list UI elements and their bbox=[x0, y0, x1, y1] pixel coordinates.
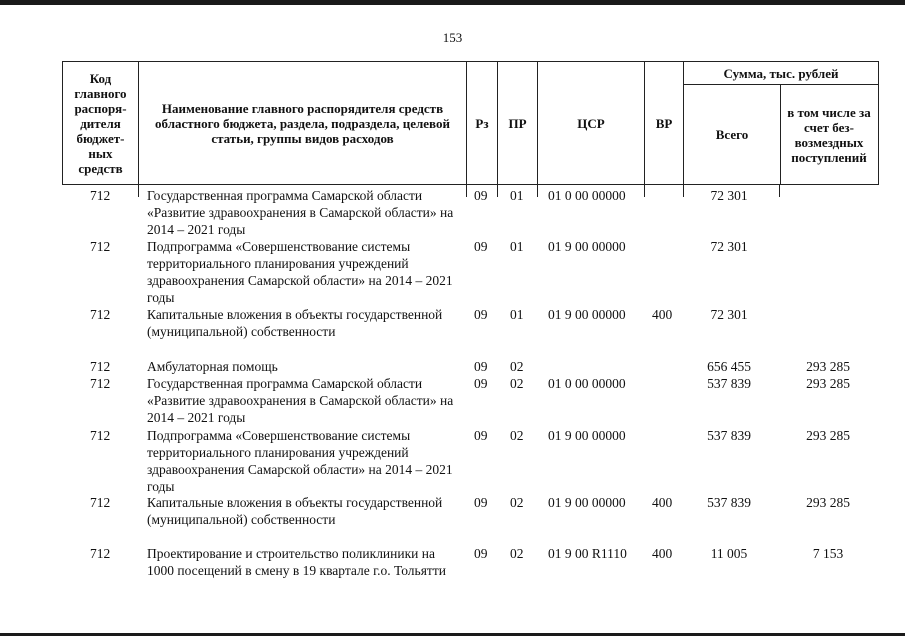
row-vr: 400 bbox=[652, 307, 673, 322]
row-code: 712 bbox=[90, 546, 111, 561]
row-code: 712 bbox=[90, 307, 111, 322]
body-divider-total bbox=[779, 185, 780, 197]
row-name: Подпрограмма «Совершенствование системы территориального планирования учреждений здравоохранения Самарской области» на 2014 – 2021 годы bbox=[147, 239, 453, 305]
header-sum: Сумма, тыс. рублей bbox=[684, 62, 878, 85]
header-pr: ПР bbox=[498, 62, 538, 184]
row-total: 537 839 bbox=[707, 376, 751, 391]
row-pr: 02 bbox=[510, 546, 524, 561]
body-divider-vr bbox=[683, 185, 684, 197]
header-vr: ВР bbox=[645, 62, 684, 184]
row-pr: 02 bbox=[510, 495, 524, 510]
row-vr: 400 bbox=[652, 546, 673, 561]
row-total: 537 839 bbox=[707, 428, 751, 443]
row-total: 656 455 bbox=[707, 359, 751, 374]
row-code: 712 bbox=[90, 359, 111, 374]
row-pr: 02 bbox=[510, 359, 524, 374]
row-csr: 01 9 00 00000 bbox=[548, 307, 626, 322]
row-csr: 01 9 00 00000 bbox=[548, 495, 626, 510]
row-csr: 01 0 00 00000 bbox=[548, 376, 626, 391]
header-name: Наименование главного распорядителя средств областного бюджета, раздела, подраздела, целевой статьи, группы видов расходов bbox=[139, 62, 467, 184]
header-free: в том числе за счет без-возмездных поступлений bbox=[787, 104, 871, 165]
bottom-border bbox=[0, 633, 905, 636]
header-total: Всего bbox=[684, 84, 781, 185]
row-name: Подпрограмма «Совершенствование системы территориального планирования учреждений здравоохранения Самарской области» на 2014 – 2021 годы bbox=[147, 428, 453, 494]
body-divider-code bbox=[138, 185, 139, 197]
row-pr: 02 bbox=[510, 428, 524, 443]
row-name: Капитальные вложения в объекты государственной (муниципальной) собственности bbox=[147, 307, 443, 339]
row-rz: 09 bbox=[474, 376, 488, 391]
row-total: 537 839 bbox=[707, 495, 751, 510]
row-pr: 02 bbox=[510, 376, 524, 391]
row-vr: 400 bbox=[652, 495, 673, 510]
body-divider-rz bbox=[497, 185, 498, 197]
row-free: 293 285 bbox=[806, 359, 850, 374]
header-code: Код главного распоря-дителя бюджет-ных средств bbox=[63, 62, 139, 184]
row-code: 712 bbox=[90, 428, 111, 443]
header-sum-group bbox=[684, 62, 878, 184]
row-rz: 09 bbox=[474, 546, 488, 561]
row-csr: 01 9 00 00000 bbox=[548, 239, 626, 254]
row-free: 293 285 bbox=[806, 376, 850, 391]
row-total: 72 301 bbox=[710, 239, 748, 254]
row-rz: 09 bbox=[474, 188, 488, 203]
row-name: Государственная программа Самарской области «Развитие здравоохранения в Самарской области» на 2014 – 2021 годы bbox=[147, 376, 454, 425]
row-free: 293 285 bbox=[806, 495, 850, 510]
row-total: 72 301 bbox=[710, 188, 748, 203]
table-header bbox=[62, 61, 879, 185]
body-divider-pr bbox=[537, 185, 538, 197]
row-rz: 09 bbox=[474, 495, 488, 510]
row-pr: 01 bbox=[510, 239, 524, 254]
row-rz: 09 bbox=[474, 239, 488, 254]
row-csr: 01 9 00 00000 bbox=[548, 428, 626, 443]
row-name: Проектирование и строительство поликлиники на 1000 посещений в смену в 19 квартале г.о. Тольятти bbox=[147, 546, 446, 578]
row-free: 293 285 bbox=[806, 428, 850, 443]
row-csr: 01 0 00 00000 bbox=[548, 188, 626, 203]
row-pr: 01 bbox=[510, 307, 524, 322]
row-rz: 09 bbox=[474, 428, 488, 443]
row-name: Государственная программа Самарской области «Развитие здравоохранения в Самарской области» на 2014 – 2021 годы bbox=[147, 188, 454, 237]
row-name: Амбулаторная помощь bbox=[147, 359, 278, 374]
row-total: 11 005 bbox=[710, 546, 748, 561]
row-code: 712 bbox=[90, 495, 111, 510]
row-csr: 01 9 00 R1110 bbox=[548, 546, 627, 561]
page-number: 153 bbox=[442, 30, 463, 45]
row-rz: 09 bbox=[474, 359, 488, 374]
row-free: 7 153 bbox=[812, 546, 844, 561]
row-rz: 09 bbox=[474, 307, 488, 322]
body-divider-name bbox=[466, 185, 467, 197]
header-csr: ЦСР bbox=[538, 62, 645, 184]
row-code: 712 bbox=[90, 376, 111, 391]
header-rz: Рз bbox=[467, 62, 498, 184]
row-code: 712 bbox=[90, 188, 111, 203]
top-border bbox=[0, 0, 905, 5]
row-code: 712 bbox=[90, 239, 111, 254]
row-pr: 01 bbox=[510, 188, 524, 203]
row-total: 72 301 bbox=[710, 307, 748, 322]
row-name: Капитальные вложения в объекты государственной (муниципальной) собственности bbox=[147, 495, 443, 527]
